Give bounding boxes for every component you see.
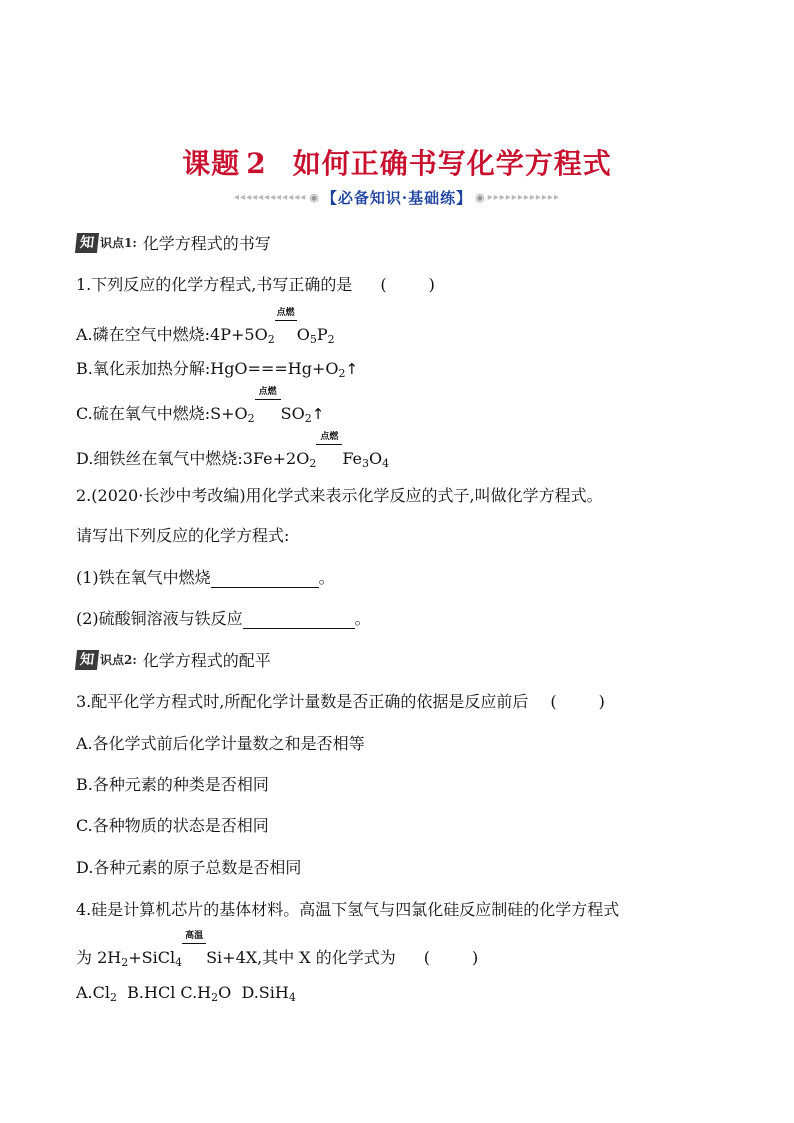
knowledge-badge-icon: 知 <box>75 233 99 253</box>
q4-mid: +SiCl <box>128 948 176 967</box>
answer-blank[interactable] <box>211 571 319 588</box>
title-number: 2 <box>246 147 267 180</box>
answer-paren[interactable] <box>424 948 479 967</box>
subscript: 4 <box>382 457 390 470</box>
period: 。 <box>318 568 335 587</box>
paren-close: ) <box>472 948 479 967</box>
condition-label: 点燃 <box>276 308 295 318</box>
section-band <box>0 186 794 208</box>
section-label: 【必备知识·基础练】 <box>321 188 473 207</box>
subscript: 5 <box>309 333 317 346</box>
left-arrows-decoration: ◂◂◂◂◂◂◂◂◂◂◂◂ <box>234 191 307 203</box>
condition-line <box>275 320 297 321</box>
subscript: 3 <box>362 457 370 470</box>
reaction-condition <box>255 387 281 423</box>
q1-a-product: O <box>296 325 310 344</box>
q1-d-prefix: D.细铁丝在氧气中燃烧:3Fe+2O <box>76 449 310 468</box>
q2-sub-2-text: (2)硫酸铜溶液与铁反应 <box>76 609 243 628</box>
subscript: 2 <box>338 367 346 380</box>
q4-option-d[interactable] <box>241 983 295 1002</box>
q4-c-text-2: O <box>218 983 232 1002</box>
q2-sub-1 <box>76 565 335 588</box>
condition-line <box>316 444 342 445</box>
knowledge-title: 化学方程式的书写 <box>142 234 271 253</box>
page-title <box>0 142 794 182</box>
subscript: 2 <box>267 333 275 346</box>
q3-option-b[interactable]: B.各种元素的种类是否相同 <box>76 775 269 794</box>
reaction-condition <box>182 931 206 967</box>
subscript: 4 <box>288 991 296 1004</box>
knowledge-tag: 识点2: <box>100 653 137 667</box>
q1-stem-text: 1.下列反应的化学方程式,书写正确的是 <box>76 275 353 294</box>
q1-c-product: SO <box>280 404 305 423</box>
title-prefix: 课题 <box>182 147 241 180</box>
subscript: 2 <box>309 457 317 470</box>
q1-c-prefix: C.硫在氧气中燃烧:S+O <box>76 404 248 423</box>
q1-d-product: Fe <box>342 449 363 468</box>
subscript: 2 <box>121 956 129 969</box>
knowledge-badge-icon: 知 <box>75 650 99 670</box>
q1-b-text: B.氧化汞加热分解:HgO===Hg+O <box>76 359 339 378</box>
q3-option-c[interactable]: C.各种物质的状态是否相同 <box>76 816 269 835</box>
title-text: 如何正确书写化学方程式 <box>292 147 612 180</box>
q1-stem <box>76 272 435 295</box>
q4-line-2 <box>76 931 479 969</box>
period: 。 <box>354 609 371 628</box>
q4-option-b[interactable]: B.HCl <box>127 983 176 1002</box>
q2-line-2: 请写出下列反应的化学方程式: <box>76 526 290 545</box>
gas-arrow-icon: ↑ <box>345 360 359 378</box>
answer-blank[interactable] <box>243 612 355 629</box>
paren-open: ( <box>550 692 557 711</box>
q1-option-c[interactable] <box>76 387 325 425</box>
q1-a-prefix: A.磷在空气中燃烧:4P+5O <box>76 325 268 344</box>
q1-d-product-2: O <box>369 449 383 468</box>
knowledge-title: 化学方程式的配平 <box>142 651 271 670</box>
knowledge-point-2 <box>76 648 271 671</box>
q4-d-text: D.SiH <box>241 983 289 1002</box>
answer-paren[interactable] <box>550 692 605 711</box>
q2-sub-2 <box>76 606 371 629</box>
q2-sub-1-text: (1)铁在氧气中燃烧 <box>76 568 211 587</box>
answer-paren[interactable] <box>380 275 435 294</box>
q4-option-c[interactable] <box>180 983 231 1002</box>
q3-stem-text: 3.配平化学方程式时,所配化学计量数是否正确的依据是反应前后 <box>76 692 529 711</box>
knowledge-point-1 <box>76 231 271 254</box>
knowledge-tag: 识点1: <box>100 236 137 250</box>
q4-c-text: C.H <box>180 983 212 1002</box>
q4-option-a[interactable] <box>76 983 117 1002</box>
left-circle-icon: ◉ <box>309 190 319 204</box>
paren-close: ) <box>428 275 435 294</box>
subscript: 2 <box>327 333 335 346</box>
subscript: 2 <box>304 412 312 425</box>
right-arrows-decoration: ▸▸▸▸▸▸▸▸▸▸▸▸ <box>487 191 560 203</box>
q3-stem <box>76 689 605 712</box>
condition-label: 点燃 <box>258 387 277 397</box>
q1-option-d[interactable] <box>76 432 390 470</box>
q1-option-a[interactable] <box>76 308 335 346</box>
q4-a-text: A.Cl <box>76 983 110 1002</box>
q4-options <box>76 983 296 1002</box>
condition-label: 高温 <box>185 931 204 941</box>
subscript: 2 <box>247 412 255 425</box>
q4-prefix: 为 2H <box>76 948 122 967</box>
condition-line <box>182 943 206 944</box>
q4-suffix: Si+4X,其中 X 的化学式为 <box>206 948 396 967</box>
subscript: 2 <box>110 991 117 1004</box>
subscript: 2 <box>211 991 219 1004</box>
q3-option-d[interactable]: D.各种元素的原子总数是否相同 <box>76 858 302 877</box>
reaction-condition <box>316 432 342 468</box>
condition-line <box>255 399 281 400</box>
paren-close: ) <box>598 692 605 711</box>
paren-open: ( <box>380 275 387 294</box>
paren-open: ( <box>423 948 431 967</box>
subscript: 4 <box>175 956 183 969</box>
q3-option-a[interactable]: A.各化学式前后化学计量数之和是否相等 <box>76 734 365 753</box>
right-circle-icon: ◉ <box>475 190 485 204</box>
q1-option-b[interactable] <box>76 356 358 379</box>
condition-label: 点燃 <box>320 432 339 442</box>
q2-line-1: 2.(2020·长沙中考改编)用化学式来表示化学反应的式子,叫做化学方程式。 <box>76 486 603 505</box>
gas-arrow-icon: ↑ <box>311 405 325 423</box>
q1-a-product-2: P <box>316 325 328 344</box>
reaction-condition <box>275 308 297 344</box>
q4-line-1: 4.硅是计算机芯片的基体材料。高温下氢气与四氯化硅反应制硅的化学方程式 <box>76 900 620 919</box>
